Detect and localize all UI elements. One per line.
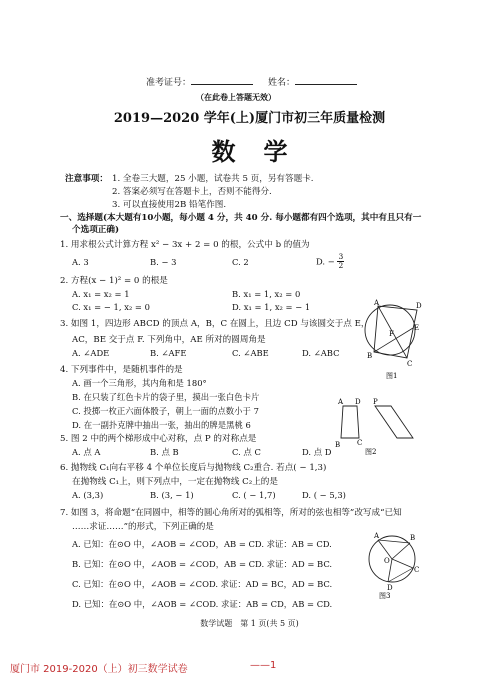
question-1-option-c: C. 2 (232, 257, 249, 267)
question-3-line2: AC，BE 交于点 F. 下列角中，AE 所对的圆周角是 (72, 335, 266, 345)
question-3-option-d: D. ∠ABC (302, 348, 340, 358)
figure-1-label: D (416, 302, 422, 310)
question-7-option-c: C. 已知：在⊙O 中，∠AOB = ∠COD. 求证：AD = BC，AD = BC. (72, 579, 333, 589)
figure-2-diagram (335, 398, 425, 456)
fraction-denominator: 2 (338, 261, 344, 270)
fraction-numerator: 3 (338, 252, 344, 261)
figure-1-caption: 图1 (386, 372, 398, 380)
exam-id-blank (191, 75, 253, 85)
question-6-line2: 在抛物线 C₁上，则下列点中，一定在抛物线 C₂上的是 (72, 477, 278, 487)
page-footer: 数学试题 第 1 页(共 5 页) (200, 619, 299, 628)
document-source-label: 厦门市 2019-2020（上）初三数学试卷 (10, 664, 188, 675)
exam-title: 2019—2020 学年(上)厦门市初三年质量检测 (113, 111, 386, 126)
fraction (337, 253, 344, 270)
question-4-option-a: A. 画一个三角形，其内角和是 180° (72, 378, 207, 388)
figure-3-label: B (410, 534, 416, 542)
section-heading: 一、选择题(本大题有10小题，每小题 4 分，共 40 分. 每小题都有四个选项，其中有且只有一 (60, 213, 422, 223)
figure-1-label: C (407, 360, 413, 368)
question-1-option-d (316, 253, 344, 270)
question-2-option-d: D. x₁ = 1, x₂ = − 1 (232, 302, 311, 312)
name-blank (295, 75, 357, 85)
question-7-option-d: D. 已知：在⊙O 中，∠AOB = ∠COD. 求证：AB = CD，AB = CD. (72, 599, 333, 609)
question-5-option-b: B. 点 B (150, 447, 179, 457)
figure-2-label: C (357, 439, 363, 447)
question-5-option-c: C. 点 C (232, 447, 261, 457)
exam-id-label: 准考证号： (146, 78, 192, 88)
question-5-option-d: D. 点 D (302, 447, 332, 457)
notice: （在此卷上答题无效） (196, 92, 276, 102)
instructions-label: 注意事项： (65, 174, 108, 184)
question-7-option-b: B. 已知：在⊙O 中，∠AOB = ∠COD，AB = CD. 求证：AD = BC. (72, 559, 333, 569)
figure-3-label: C (414, 566, 420, 574)
question-4-option-c: C. 投掷一枚正六面体骰子，朝上一面的点数小于 7 (72, 406, 259, 416)
figure-1-diagram (362, 296, 422, 384)
name-label: 姓名： (268, 78, 296, 88)
question-2-option-a: A. x₁ = x₂ = 1 (72, 289, 130, 299)
question-2-option-c: C. x₁ = − 1, x₂ = 0 (72, 302, 150, 312)
figure-1-label: E (414, 324, 420, 332)
figure-2-label: B (335, 441, 341, 449)
question-5-stem: 5. 图 2 中的两个梯形成中心对称，点 P 的对称点是 (60, 434, 257, 444)
name-field (268, 75, 357, 88)
question-7-option-a: A. 已知：在⊙O 中，∠AOB = ∠COD，AB = CD. 求证：AB = CD. (72, 539, 332, 549)
question-3-option-b: B. ∠AFE (150, 348, 187, 358)
page-mark: ——1 (250, 660, 277, 671)
question-6-option-d: D. ( − 5,3) (302, 490, 346, 500)
question-4-stem: 4. 下列事件中，是随机事件的是 (60, 365, 183, 375)
question-3-option-a: A. ∠ADE (72, 348, 110, 358)
figure-1-label: B (367, 352, 373, 360)
section-heading-cont: 个选项正确) (72, 225, 120, 235)
question-2-stem: 2. 方程(x − 1)² = 0 的根是 (60, 276, 168, 286)
instruction-item: 2. 答案必须写在答题卡上，否则不能得分. (112, 187, 272, 197)
instruction-item: 1. 全卷三大题，25 小题，试卷共 5 页，另有答题卡. (112, 174, 314, 184)
question-6-option-a: A. (3,3) (72, 490, 104, 500)
question-7-line1: 7. 如图 3，将命题“在同圆中，相等的圆心角所对的弧相等，所对的弦也相等”改写成“已知 (60, 508, 402, 518)
question-7-line2: ……求证……”的形式，下列正确的是 (72, 522, 214, 532)
figure-2-caption: 图2 (365, 448, 377, 456)
question-6-option-c: C. ( − 1,7) (232, 490, 276, 500)
figure-3-label: A (374, 532, 380, 540)
exam-id-field (146, 75, 253, 88)
question-1-stem: 1. 用求根公式计算方程 x² − 3x + 2 = 0 的根，公式中 b 的值为 (60, 240, 310, 250)
question-4-option-d: D. 在一副扑克牌中抽出一张，抽出的牌是黑桃 6 (72, 420, 251, 430)
question-1-option-a: A. 3 (72, 257, 89, 267)
figure-3-caption: 图3 (379, 592, 391, 600)
question-3-option-c: C. ∠ABE (232, 348, 269, 358)
instruction-item: 3. 可以直接使用2B 铅笔作图. (112, 200, 227, 210)
question-6-line1: 6. 抛物线 C₁向右平移 4 个单位长度后与抛物线 C₂重合. 若点( − 1,3) (60, 463, 327, 473)
figure-2-label: A (338, 398, 344, 406)
question-2-option-b: B. x₁ = 1, x₂ = 0 (232, 289, 301, 299)
figure-3-diagram (362, 528, 422, 600)
question-3-line1: 3. 如图 1，四边形 ABCD 的顶点 A，B，C 在圆上，且边 CD 与该圆交于点 E， (60, 319, 370, 329)
figure-1-label: A (374, 299, 380, 307)
question-4-option-b: B. 在只装了红色卡片的袋子里，摸出一张白色卡片 (72, 392, 260, 402)
subject-title: 数学 (211, 137, 316, 166)
figure-1-label: F (389, 330, 394, 338)
question-5-option-a: A. 点 A (72, 447, 101, 457)
figure-3-label: O (384, 557, 390, 565)
question-1-option-b: B. − 3 (150, 257, 177, 267)
figure-2-label: D (355, 398, 361, 406)
figure-3-label: D (387, 584, 393, 592)
figure-2-label: P (373, 398, 378, 406)
question-6-option-b: B. (3, − 1) (150, 490, 194, 500)
question-1-option-d-label: D. − (316, 256, 335, 267)
